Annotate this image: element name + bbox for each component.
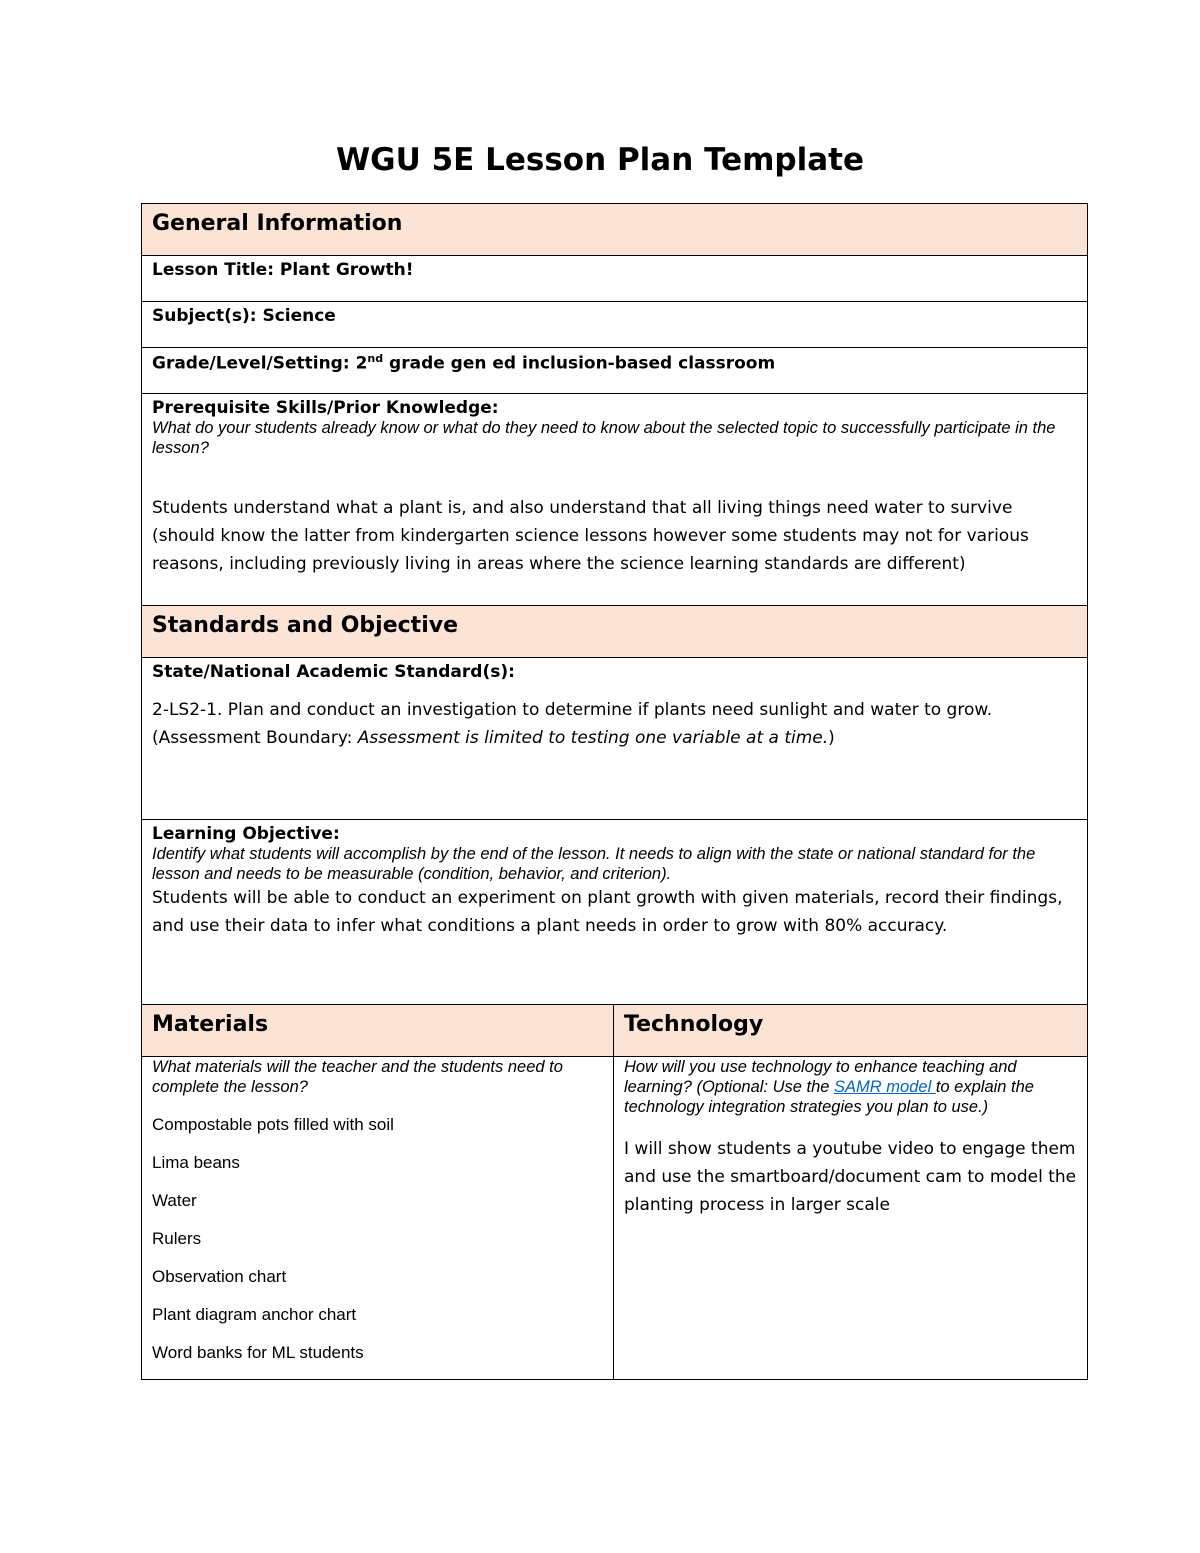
prerequisite-label: Prerequisite Skills/Prior Knowledge:: [152, 398, 499, 418]
samr-model-link[interactable]: SAMR model: [834, 1078, 936, 1096]
list-item: Water: [152, 1191, 197, 1210]
materials-cell: [142, 1057, 614, 1380]
general-information-header-row: [142, 204, 1088, 256]
materials-heading: Materials: [152, 1012, 269, 1037]
document-title: WGU 5E Lesson Plan Template: [335, 142, 865, 178]
materials-guide: What materials will the teacher and the students need to complete the lesson?: [152, 1058, 563, 1096]
technology-guide-before: How will you use technology to enhance teaching and learning? (Optional: Use the: [624, 1058, 1017, 1096]
grade-row: [142, 348, 1088, 394]
standards-heading: Standards and Objective: [152, 613, 459, 638]
list-item: Rulers: [152, 1229, 202, 1248]
lesson-plan-table: [141, 203, 1088, 1380]
technology-header: [614, 1005, 1088, 1057]
boundary-suffix: ): [828, 728, 835, 748]
prerequisite-row: [142, 394, 1088, 606]
technology-heading: Technology: [624, 1012, 764, 1037]
boundary-prefix: (Assessment Boundary:: [152, 728, 358, 748]
list-item: Observation chart: [152, 1267, 287, 1286]
subjects: Subject(s): Science: [152, 306, 336, 326]
objective-answer: Students will be able to conduct an experiment on plant growth with given materials, record their findings, and use their data to infer what conditions a plant needs in order to grow with 80% accuracy.: [152, 888, 1063, 936]
technology-cell: [614, 1057, 1088, 1380]
standards-header: [142, 606, 1088, 658]
standard-text: 2-LS2-1. Plan and conduct an investigation to determine if plants need sunlight and water to grow.: [152, 700, 993, 720]
prerequisite-answer: Students understand what a plant is, and also understand that all living things need water to survive (should know the latter from kindergarten science lessons however some students may not for various reasons, including previously living in areas where the science learning standards are different): [152, 498, 1029, 574]
standard-label: State/National Academic Standard(s):: [152, 662, 515, 682]
materials-technology-header-row: [142, 1005, 1088, 1057]
grade-label: Grade/Level/Setting: 2: [152, 353, 368, 374]
standard-row: [142, 658, 1088, 820]
assessment-boundary: [152, 724, 1077, 752]
technology-guide: [624, 1057, 1077, 1117]
general-information-heading: General Information: [152, 211, 403, 236]
materials-technology-row: [142, 1057, 1088, 1380]
boundary-italic: Assessment is limited to testing one variable at a time.: [357, 728, 829, 748]
grade-level-setting: [152, 352, 1077, 374]
materials-list: [152, 1115, 603, 1363]
list-item: Plant diagram anchor chart: [152, 1305, 357, 1324]
objective-label: Learning Objective:: [152, 824, 340, 844]
grade-ordinal: nd: [367, 352, 384, 365]
standards-header-row: [142, 606, 1088, 658]
subjects-row: [142, 302, 1088, 348]
list-item: Compostable pots filled with soil: [152, 1115, 394, 1134]
technology-guide-after: to explain the technology integration strategies you plan to use.): [624, 1078, 1034, 1116]
lesson-title: Lesson Title: Plant Growth!: [152, 260, 414, 280]
list-item: Word banks for ML students: [152, 1343, 364, 1362]
list-item: Lima beans: [152, 1153, 240, 1172]
general-information-header: [142, 204, 1088, 256]
prerequisite-guide: What do your students already know or what do they need to know about the selected topic to successfully participate in the lesson?: [152, 419, 1056, 457]
grade-rest: grade gen ed inclusion-based classroom: [383, 353, 776, 374]
lesson-title-row: [142, 256, 1088, 302]
objective-row: [142, 820, 1088, 1005]
materials-header: [142, 1005, 614, 1057]
technology-answer: I will show students a youtube video to engage them and use the smartboard/document cam to model the planting process in larger scale: [624, 1139, 1077, 1215]
objective-guide: Identify what students will accomplish by the end of the lesson. It needs to align with the state or national standard for the lesson and needs to be measurable (condition, behavior, and criterion).: [152, 845, 1036, 883]
